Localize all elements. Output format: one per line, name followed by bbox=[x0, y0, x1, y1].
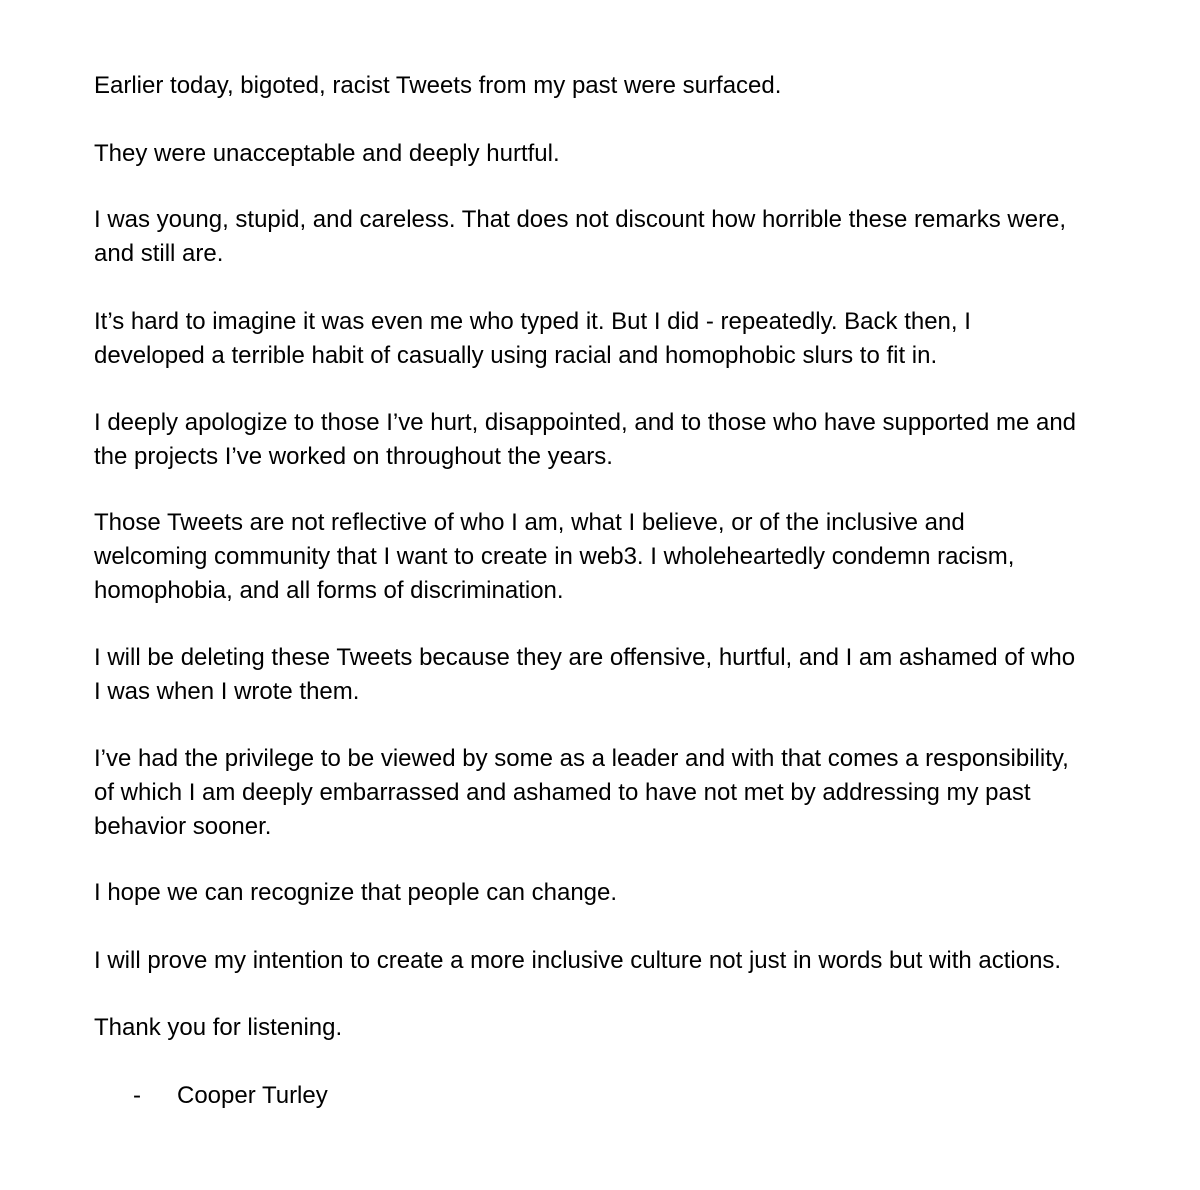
paragraph-deleting bbox=[94, 641, 1154, 709]
paragraph-line: welcoming community that I want to create in web3. I wholeheartedly condemn racism, bbox=[94, 543, 1015, 570]
paragraph-line: I hope we can recognize that people can change. bbox=[94, 879, 618, 906]
paragraph-line: developed a terrible habit of casually using racial and homophobic slurs to fit in. bbox=[94, 342, 938, 369]
paragraph-not-reflective bbox=[94, 506, 1154, 608]
paragraph-hard-to-imagine bbox=[94, 305, 1154, 373]
paragraph-line: I was young, stupid, and careless. That does not discount how horrible these remarks were, bbox=[94, 206, 1067, 233]
paragraph-apology bbox=[94, 406, 1154, 474]
paragraph-people-change bbox=[94, 876, 1154, 910]
paragraph-line: of which I am deeply embarrassed and ashamed to have not met by addressing my past bbox=[94, 779, 1031, 806]
paragraph-prove-intention bbox=[94, 944, 1154, 978]
paragraph-line: behavior sooner. bbox=[94, 813, 272, 840]
paragraph-line: and still are. bbox=[94, 240, 224, 267]
paragraph-unacceptable bbox=[94, 137, 1154, 171]
paragraph-line: I’ve had the privilege to be viewed by some as a leader and with that comes a responsibility, bbox=[94, 745, 1069, 772]
paragraph-line: Thank you for listening. bbox=[94, 1014, 343, 1041]
paragraph-intro bbox=[94, 69, 1154, 103]
paragraph-thank-you bbox=[94, 1011, 1154, 1045]
paragraph-line: I deeply apologize to those I’ve hurt, disappointed, and to those who have supported me and bbox=[94, 409, 1077, 436]
signature-bullet: - bbox=[133, 1082, 141, 1109]
paragraph-line: Earlier today, bigoted, racist Tweets from my past were surfaced. bbox=[94, 72, 782, 99]
paragraph-line: the projects I’ve worked on throughout the years. bbox=[94, 443, 613, 470]
paragraph-line: I will prove my intention to create a more inclusive culture not just in words but with actions. bbox=[94, 947, 1062, 974]
paragraph-privilege bbox=[94, 742, 1154, 844]
signature-name: Cooper Turley bbox=[177, 1082, 328, 1109]
paragraph-line: I will be deleting these Tweets because they are offensive, hurtful, and I am ashamed of who bbox=[94, 644, 1076, 671]
paragraph-line: They were unacceptable and deeply hurtful. bbox=[94, 140, 560, 167]
paragraph-line: I was when I wrote them. bbox=[94, 678, 360, 705]
paragraph-young-careless bbox=[94, 203, 1154, 271]
paragraph-line: homophobia, and all forms of discrimination. bbox=[94, 577, 564, 604]
paragraph-line: It’s hard to imagine it was even me who typed it. But I did - repeatedly. Back then, I bbox=[94, 308, 971, 335]
paragraph-line: Those Tweets are not reflective of who I am, what I believe, or of the inclusive and bbox=[94, 509, 965, 536]
